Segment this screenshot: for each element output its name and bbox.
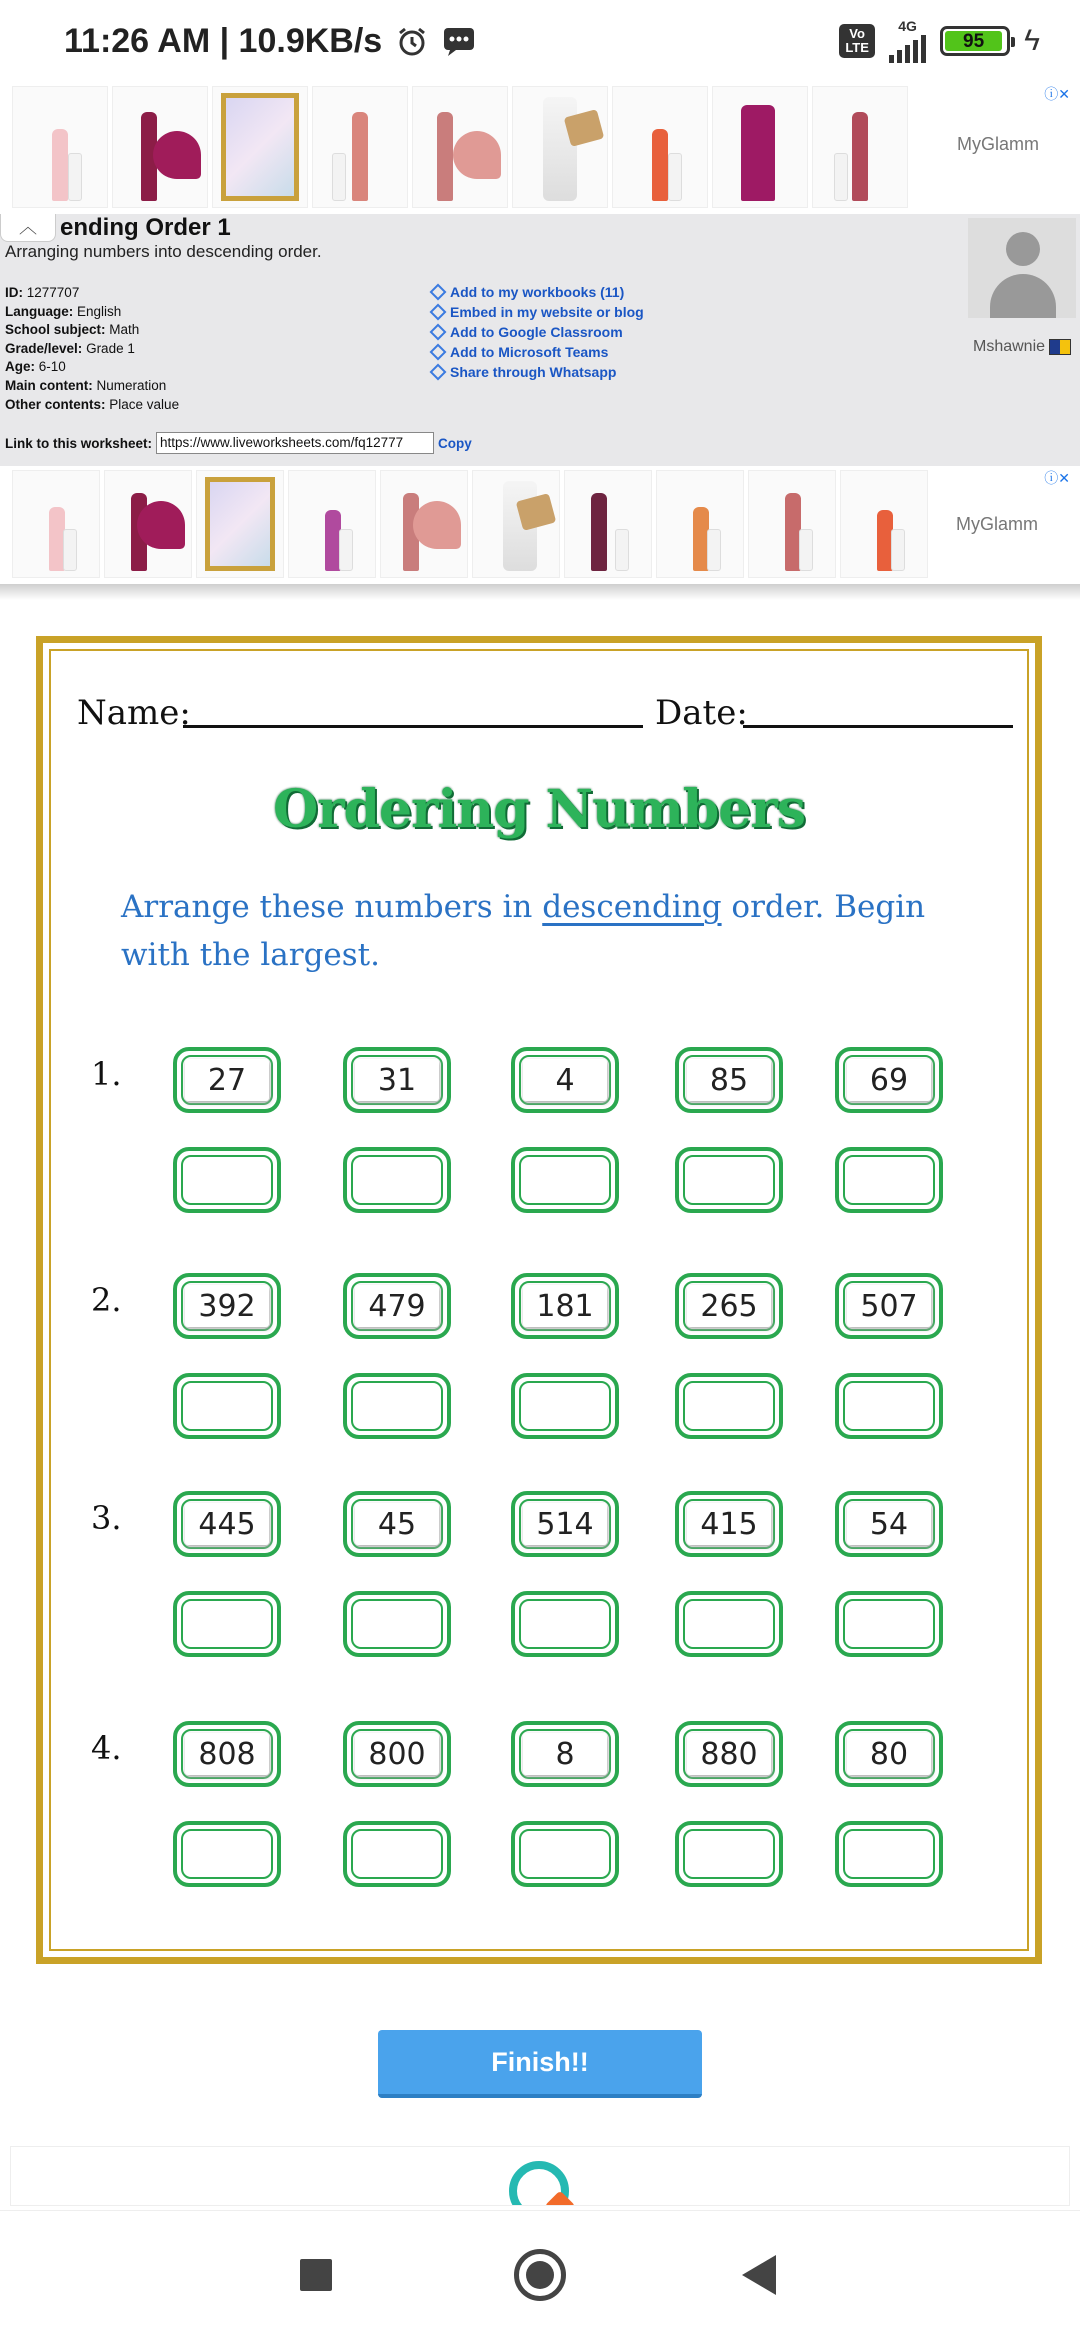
meta-row: Other contents: Place value xyxy=(5,396,180,412)
collapse-chevron-up-icon[interactable]: ︿ xyxy=(0,214,56,242)
number-card xyxy=(511,1491,619,1557)
number-card xyxy=(343,1273,451,1339)
number-value: 85 xyxy=(687,1059,771,1101)
add-icon xyxy=(430,284,447,301)
answer-input-box[interactable] xyxy=(675,1373,783,1439)
battery-level: 95 xyxy=(945,31,1002,51)
avatar[interactable] xyxy=(968,218,1076,318)
number-card xyxy=(835,1273,943,1339)
answer-input-box[interactable] xyxy=(173,1147,281,1213)
answer-input-box[interactable] xyxy=(343,1147,451,1213)
status-left xyxy=(64,22,476,61)
second-ad-banner[interactable] xyxy=(0,466,1080,584)
top-ad-banner[interactable] xyxy=(0,82,1080,214)
meta-row: Language: English xyxy=(5,303,122,319)
answer-input-box[interactable] xyxy=(173,1591,281,1657)
bottom-ad-banner[interactable] xyxy=(10,2146,1070,2206)
number-card xyxy=(173,1047,281,1113)
alarm-clock-icon xyxy=(396,25,428,57)
ad-product-image[interactable] xyxy=(104,470,192,578)
answer-input-box[interactable] xyxy=(511,1373,619,1439)
number-value: 800 xyxy=(355,1733,439,1775)
status-bar xyxy=(0,0,1080,82)
number-card xyxy=(835,1721,943,1787)
ad-product-image[interactable] xyxy=(472,470,560,578)
ad-product-image[interactable] xyxy=(812,86,908,208)
app-logo-icon[interactable] xyxy=(509,2161,569,2206)
classroom-icon xyxy=(430,324,447,341)
number-card xyxy=(173,1491,281,1557)
number-card xyxy=(675,1491,783,1557)
meta-row: Grade/level: Grade 1 xyxy=(5,340,135,356)
number-value: 8 xyxy=(523,1733,607,1775)
number-value: 880 xyxy=(687,1733,771,1775)
worksheet-actions xyxy=(430,282,644,382)
ad-product-image[interactable] xyxy=(748,470,836,578)
answer-input-box[interactable] xyxy=(835,1147,943,1213)
number-value: 31 xyxy=(355,1059,439,1101)
home-icon[interactable] xyxy=(514,2249,566,2301)
author-card[interactable] xyxy=(968,218,1076,356)
ad-close-icon[interactable]: ⓘ✕ xyxy=(1044,470,1070,486)
question-number: 3. xyxy=(91,1499,122,1537)
number-card xyxy=(511,1273,619,1339)
number-value: 54 xyxy=(847,1503,931,1545)
worksheet-content xyxy=(43,643,1035,1957)
answer-input-box[interactable] xyxy=(511,1821,619,1887)
meta-row: ID: 1277707 xyxy=(5,285,80,300)
ad-close-icon[interactable]: ⓘ✕ xyxy=(1044,86,1070,102)
status-time: 11:26 AM | 10.9KB/s xyxy=(64,21,383,60)
number-value: 479 xyxy=(355,1285,439,1327)
ad-product-image[interactable] xyxy=(12,470,100,578)
embed-link[interactable]: Embed in my website or blog xyxy=(430,302,644,322)
navigation-bar xyxy=(0,2210,1080,2340)
number-card xyxy=(835,1491,943,1557)
number-value: 392 xyxy=(185,1285,269,1327)
author-name[interactable]: Mshawnie xyxy=(968,338,1076,356)
answer-input-box[interactable] xyxy=(675,1591,783,1657)
number-card xyxy=(343,1491,451,1557)
google-classroom-link[interactable]: Add to Google Classroom xyxy=(430,322,644,342)
ad-product-image[interactable] xyxy=(840,470,928,578)
meta-row: Main content: Numeration xyxy=(5,377,167,393)
ad-product-image[interactable] xyxy=(112,86,208,208)
teams-icon xyxy=(430,344,447,361)
number-card xyxy=(511,1721,619,1787)
ad-product-image[interactable] xyxy=(712,86,808,208)
answer-input-box[interactable] xyxy=(511,1591,619,1657)
answer-input-box[interactable] xyxy=(343,1373,451,1439)
whatsapp-share-link[interactable]: Share through Whatsapp xyxy=(430,362,644,382)
message-icon xyxy=(442,26,476,56)
answer-input-box[interactable] xyxy=(173,1373,281,1439)
worksheet-link-row xyxy=(5,432,472,454)
answer-input-box[interactable] xyxy=(343,1591,451,1657)
status-right xyxy=(839,19,1040,63)
number-value: 80 xyxy=(847,1733,931,1775)
number-card xyxy=(173,1721,281,1787)
answer-input-box[interactable] xyxy=(343,1821,451,1887)
section-divider xyxy=(0,584,1080,600)
number-value: 415 xyxy=(687,1503,771,1545)
ad-product-image[interactable] xyxy=(656,470,744,578)
recent-apps-icon[interactable] xyxy=(300,2259,332,2291)
answer-input-box[interactable] xyxy=(675,1147,783,1213)
number-card xyxy=(511,1047,619,1113)
ad-product-image[interactable] xyxy=(196,470,284,578)
date-line xyxy=(743,725,1013,728)
worksheet-frame xyxy=(36,636,1042,1964)
number-value: 4 xyxy=(523,1059,607,1101)
number-value: 507 xyxy=(847,1285,931,1327)
worksheet-metadata xyxy=(5,284,179,414)
answer-input-box[interactable] xyxy=(675,1821,783,1887)
ad-product-image[interactable] xyxy=(212,86,308,208)
date-label: Date: xyxy=(655,693,748,733)
number-card xyxy=(343,1721,451,1787)
whatsapp-icon xyxy=(430,364,447,381)
number-card xyxy=(173,1273,281,1339)
number-value: 445 xyxy=(185,1503,269,1545)
question-number: 4. xyxy=(91,1729,122,1767)
worksheet-description: Arranging numbers into descending order. xyxy=(5,242,322,261)
worksheet-instructions: Arrange these numbers in descending order. Begin with the largest. xyxy=(121,889,926,973)
add-to-workbooks-link[interactable]: Add to my workbooks (11) xyxy=(430,282,644,302)
number-value: 69 xyxy=(847,1059,931,1101)
answer-input-box[interactable] xyxy=(835,1591,943,1657)
number-card xyxy=(675,1721,783,1787)
ad-product-image[interactable] xyxy=(312,86,408,208)
network-indicator xyxy=(889,19,926,63)
number-card xyxy=(675,1273,783,1339)
name-line xyxy=(183,725,643,728)
battery-icon xyxy=(940,26,1010,56)
number-value: 265 xyxy=(687,1285,771,1327)
worksheet-title: ending Order 1 xyxy=(60,214,231,241)
number-value: 181 xyxy=(523,1285,607,1327)
number-card xyxy=(835,1047,943,1113)
number-value: 27 xyxy=(185,1059,269,1101)
back-icon[interactable] xyxy=(742,2255,776,2295)
answer-input-box[interactable] xyxy=(511,1147,619,1213)
number-value: 45 xyxy=(355,1503,439,1545)
ad-product-image[interactable] xyxy=(12,86,108,208)
ad-brand-label[interactable]: MyGlamm xyxy=(957,134,1039,154)
ad-product-image[interactable] xyxy=(288,470,376,578)
signal-icon xyxy=(889,33,926,63)
finish-button[interactable]: Finish!! xyxy=(378,2030,702,2098)
volte-icon: Vo LTE xyxy=(839,24,875,58)
network-label: 4G xyxy=(898,18,917,34)
ad-brand-label[interactable]: MyGlamm xyxy=(956,514,1038,534)
worksheet-link-field[interactable]: https://www.liveworksheets.com/fq12777 xyxy=(156,432,434,454)
underlined-word: descending xyxy=(542,889,722,925)
answer-input-box[interactable] xyxy=(173,1821,281,1887)
embed-icon xyxy=(430,304,447,321)
answer-input-box[interactable] xyxy=(835,1821,943,1887)
number-value: 514 xyxy=(523,1503,607,1545)
flag-icon xyxy=(1049,339,1071,355)
ad-product-image[interactable] xyxy=(380,470,468,578)
ad-product-image[interactable] xyxy=(512,86,608,208)
answer-input-box[interactable] xyxy=(835,1373,943,1439)
meta-row: School subject: Math xyxy=(5,322,140,338)
link-label: Link to this worksheet: xyxy=(5,435,153,451)
charging-icon: ϟ xyxy=(1024,24,1040,57)
ad-product-image[interactable] xyxy=(564,470,652,578)
copy-link-button[interactable]: Copy xyxy=(438,435,472,451)
ad-product-image[interactable] xyxy=(412,86,508,208)
name-label: Name: xyxy=(77,693,191,733)
worksheet-heading: Ordering Numbers xyxy=(272,779,806,840)
meta-row: Age: 6-10 xyxy=(5,359,66,375)
number-card xyxy=(675,1047,783,1113)
question-number: 1. xyxy=(91,1055,122,1093)
worksheet-info-panel xyxy=(0,214,1080,466)
number-card xyxy=(343,1047,451,1113)
microsoft-teams-link[interactable]: Add to Microsoft Teams xyxy=(430,342,644,362)
number-value: 808 xyxy=(185,1733,269,1775)
ad-product-image[interactable] xyxy=(612,86,708,208)
question-number: 2. xyxy=(91,1281,122,1319)
